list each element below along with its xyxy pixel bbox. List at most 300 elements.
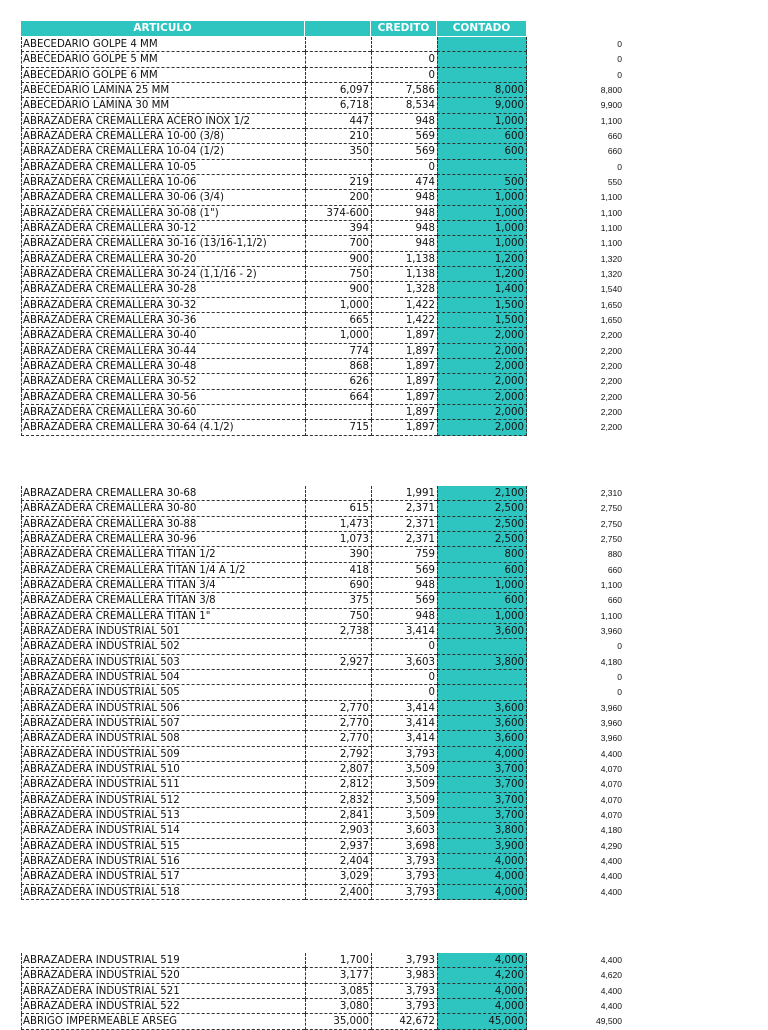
table-row	[0, 808, 768, 823]
cell-costo: 210	[305, 129, 371, 144]
cell-contado: 2,500	[437, 517, 527, 532]
cell-credito: 948	[371, 609, 437, 624]
cell-credito: 948	[371, 206, 437, 221]
cell-credito: 569	[371, 129, 437, 144]
cell-articulo: ABRAZADERA CREMALLERA TITAN 3/8	[21, 593, 305, 608]
cell-costo: 375	[305, 593, 371, 608]
table-row	[0, 390, 768, 405]
table-row	[0, 282, 768, 297]
cell-articulo: ABRAZADERA CREMALLERA 30-36	[21, 313, 305, 328]
table-row	[0, 984, 768, 999]
cell-credito: 1,897	[371, 405, 437, 420]
cell-costo	[305, 52, 371, 67]
table-row	[0, 68, 768, 83]
cell-costo: 750	[305, 609, 371, 624]
cell-costo: 350	[305, 144, 371, 159]
cell-credito: 3,414	[371, 701, 437, 716]
cell-articulo: ABRAZADERA INDUSTRIAL 522	[21, 999, 305, 1014]
cell-contado	[437, 52, 527, 67]
table-row	[0, 953, 768, 968]
cell-credito: 1,897	[371, 420, 437, 435]
cell-contado: 2,000	[437, 390, 527, 405]
cell-credito: 569	[371, 144, 437, 159]
table-row	[0, 420, 768, 435]
cell-articulo: ABRAZADERA CREMALLERA 30-08 (1")	[21, 206, 305, 221]
cell-contado: 4,000	[437, 953, 527, 968]
cell-credito: 1,897	[371, 390, 437, 405]
table-row	[0, 999, 768, 1014]
cell-precio-extra: 1,100	[600, 115, 622, 126]
cell-costo: 615	[305, 501, 371, 516]
cell-precio-extra: 1,540	[600, 284, 622, 295]
table-row	[0, 144, 768, 159]
cell-credito: 0	[371, 68, 437, 83]
cell-precio-extra: 9,900	[600, 100, 622, 111]
cell-precio-extra: 2,310	[600, 488, 622, 498]
cell-costo: 900	[305, 282, 371, 297]
cell-precio-extra: 4,070	[600, 779, 622, 790]
cell-credito: 948	[371, 221, 437, 236]
cell-credito: 1,422	[371, 313, 437, 328]
cell-contado: 3,800	[437, 655, 527, 670]
cell-contado	[437, 639, 527, 654]
cell-contado: 1,000	[437, 114, 527, 129]
cell-precio-extra: 2,200	[600, 330, 622, 341]
table-row	[0, 517, 768, 532]
cell-costo: 35,000	[305, 1014, 371, 1029]
cell-precio-extra: 4,620	[600, 970, 622, 981]
cell-costo: 700	[305, 236, 371, 251]
cell-costo: 6,097	[305, 83, 371, 98]
cell-contado: 4,000	[437, 854, 527, 869]
table-row	[0, 655, 768, 670]
cell-credito: 1,138	[371, 252, 437, 267]
cell-contado: 3,600	[437, 624, 527, 639]
cell-contado: 4,000	[437, 885, 527, 900]
cell-articulo: ABRAZADERA CREMALLERA 30-32	[21, 298, 305, 313]
header-costo	[305, 21, 371, 36]
cell-precio-extra: 880	[607, 549, 622, 560]
cell-costo: 2,812	[305, 777, 371, 792]
cell-precio-extra: 3,960	[600, 733, 622, 744]
table-row	[0, 129, 768, 144]
header-credito: CREDITO	[371, 21, 437, 36]
cell-contado: 2,000	[437, 420, 527, 435]
cell-costo: 447	[305, 114, 371, 129]
table-row	[0, 624, 768, 639]
cell-costo	[305, 160, 371, 175]
cell-credito: 3,793	[371, 747, 437, 762]
cell-contado: 3,700	[437, 762, 527, 777]
cell-costo: 3,029	[305, 869, 371, 884]
table-row	[0, 563, 768, 578]
cell-articulo: ABRAZADERA CREMALLERA 30-80	[21, 501, 305, 516]
table-row	[0, 52, 768, 67]
cell-articulo: ABRAZADERA INDUSTRIAL 505	[21, 685, 305, 700]
cell-credito: 2,371	[371, 517, 437, 532]
cell-precio-extra: 660	[607, 595, 622, 606]
cell-credito: 0	[371, 685, 437, 700]
cell-credito: 948	[371, 236, 437, 251]
cell-costo: 626	[305, 374, 371, 389]
cell-credito: 948	[371, 114, 437, 129]
cell-contado: 1,000	[437, 206, 527, 221]
table-row	[0, 344, 768, 359]
cell-credito: 2,371	[371, 532, 437, 547]
table-row	[0, 716, 768, 731]
cell-precio-extra: 660	[607, 146, 622, 157]
cell-credito: 3,414	[371, 624, 437, 639]
cell-contado	[437, 37, 527, 52]
cell-costo: 3,177	[305, 968, 371, 983]
cell-precio-extra: 1,320	[600, 268, 622, 279]
cell-articulo: ABRAZADERA CREMALLERA 10-04 (1/2)	[21, 144, 305, 159]
cell-contado: 1,500	[437, 313, 527, 328]
cell-precio-extra: 3,960	[600, 625, 622, 636]
table-row	[0, 968, 768, 983]
cell-costo	[305, 639, 371, 654]
cell-contado: 4,000	[437, 984, 527, 999]
table-row	[0, 593, 768, 608]
cell-articulo: ABRAZADERA CREMALLERA 30-56	[21, 390, 305, 405]
cell-articulo: ABRAZADERA INDUSTRIAL 507	[21, 716, 305, 731]
cell-articulo: ABRAZADERA CREMALLERA 10-06	[21, 175, 305, 190]
cell-credito: 3,793	[371, 885, 437, 900]
cell-precio-extra: 1,650	[600, 314, 622, 325]
cell-precio-extra: 1,100	[600, 238, 622, 249]
cell-precio-extra: 0	[617, 161, 622, 172]
cell-credito: 8,534	[371, 98, 437, 113]
cell-articulo: ABRAZADERA INDUSTRIAL 512	[21, 793, 305, 808]
cell-contado: 600	[437, 144, 527, 159]
cell-articulo: ABECEDARIO GOLPE 4 MM	[21, 37, 305, 52]
cell-precio-extra: 4,400	[600, 871, 622, 882]
cell-credito: 948	[371, 578, 437, 593]
cell-costo: 750	[305, 267, 371, 282]
cell-precio-extra: 2,750	[600, 533, 622, 544]
cell-credito: 3,603	[371, 823, 437, 838]
cell-contado: 3,700	[437, 808, 527, 823]
cell-costo: 3,085	[305, 984, 371, 999]
cell-contado: 3,900	[437, 839, 527, 854]
cell-costo: 2,792	[305, 747, 371, 762]
table-row	[0, 160, 768, 175]
cell-costo: 394	[305, 221, 371, 236]
table-row	[0, 221, 768, 236]
cell-articulo: ABRAZADERA INDUSTRIAL 516	[21, 854, 305, 869]
cell-costo	[305, 37, 371, 52]
table-row	[0, 731, 768, 746]
cell-contado: 1,000	[437, 578, 527, 593]
cell-articulo: ABECEDARIO GOLPE 6 MM	[21, 68, 305, 83]
table-row	[0, 114, 768, 129]
cell-articulo: ABRAZADERA CREMALLERA TITAN 1"	[21, 609, 305, 624]
table-row	[0, 839, 768, 854]
cell-precio-extra: 2,200	[600, 422, 622, 433]
cell-precio-extra: 2,750	[600, 503, 622, 514]
cell-credito: 3,603	[371, 655, 437, 670]
cell-articulo: ABRAZADERA CREMALLERA 30-88	[21, 517, 305, 532]
cell-precio-extra: 1,650	[600, 299, 622, 310]
cell-precio-extra: 2,200	[600, 345, 622, 356]
cell-articulo: ABRAZADERA CREMALLERA TITAN 1/4 A 1/2	[21, 563, 305, 578]
table-row	[0, 639, 768, 654]
cell-credito: 1,897	[371, 344, 437, 359]
cell-articulo: ABRAZADERA INDUSTRIAL 501	[21, 624, 305, 639]
cell-costo: 200	[305, 190, 371, 205]
cell-costo	[305, 486, 371, 501]
cell-precio-extra: 4,070	[600, 763, 622, 774]
cell-costo: 1,000	[305, 298, 371, 313]
cell-contado: 2,500	[437, 532, 527, 547]
cell-precio-extra: 1,100	[600, 207, 622, 218]
cell-precio-extra: 2,750	[600, 518, 622, 529]
cell-precio-extra: 1,100	[600, 610, 622, 621]
cell-costo: 2,832	[305, 793, 371, 808]
cell-precio-extra: 0	[617, 39, 622, 49]
cell-articulo: ABRAZADERA CREMALLERA 30-16 (13/16-1,1/2)	[21, 236, 305, 251]
cell-articulo: ABRAZADERA INDUSTRIAL 506	[21, 701, 305, 716]
table-row	[0, 885, 768, 900]
cell-contado: 45,000	[437, 1014, 527, 1029]
cell-credito: 1,897	[371, 328, 437, 343]
cell-contado: 2,000	[437, 328, 527, 343]
cell-contado: 3,800	[437, 823, 527, 838]
cell-precio-extra: 0	[617, 687, 622, 698]
cell-precio-extra: 660	[607, 564, 622, 575]
table-row	[0, 854, 768, 869]
cell-precio-extra: 4,400	[600, 855, 622, 866]
cell-contado: 3,700	[437, 777, 527, 792]
cell-precio-extra: 4,180	[600, 656, 622, 667]
cell-costo: 1,073	[305, 532, 371, 547]
cell-costo: 2,770	[305, 716, 371, 731]
cell-costo	[305, 405, 371, 420]
cell-costo: 219	[305, 175, 371, 190]
cell-precio-extra: 2,200	[600, 406, 622, 417]
cell-articulo: ABECEDARIO LAMINA 30 MM	[21, 98, 305, 113]
cell-precio-extra: 0	[617, 671, 622, 682]
cell-precio-extra: 550	[607, 176, 622, 187]
cell-articulo: ABRAZADERA INDUSTRIAL 510	[21, 762, 305, 777]
cell-articulo: ABECEDARIO GOLPE 5 MM	[21, 52, 305, 67]
cell-contado	[437, 160, 527, 175]
cell-contado: 4,200	[437, 968, 527, 983]
cell-credito: 3,983	[371, 968, 437, 983]
cell-precio-extra: 660	[607, 130, 622, 141]
cell-precio-extra: 3,960	[600, 717, 622, 728]
table-row	[0, 762, 768, 777]
cell-costo	[305, 670, 371, 685]
cell-credito: 474	[371, 175, 437, 190]
cell-articulo: ABRAZADERA CREMALLERA 30-12	[21, 221, 305, 236]
cell-contado: 8,000	[437, 83, 527, 98]
table-row	[0, 501, 768, 516]
cell-articulo: ABRAZADERA INDUSTRIAL 520	[21, 968, 305, 983]
cell-contado	[437, 670, 527, 685]
table-row	[0, 609, 768, 624]
cell-precio-extra: 4,070	[600, 794, 622, 805]
cell-contado: 4,000	[437, 747, 527, 762]
cell-articulo: ABRAZADERA CREMALLERA 10-05	[21, 160, 305, 175]
cell-precio-extra: 1,320	[600, 253, 622, 264]
cell-articulo: ABRAZADERA CREMALLERA 30-06 (3/4)	[21, 190, 305, 205]
cell-articulo: ABECEDARIO LAMINA 25 MM	[21, 83, 305, 98]
table-row	[0, 190, 768, 205]
cell-costo	[305, 685, 371, 700]
cell-costo: 390	[305, 547, 371, 562]
table-row	[0, 374, 768, 389]
cell-contado: 600	[437, 563, 527, 578]
cell-costo: 715	[305, 420, 371, 435]
cell-contado: 2,000	[437, 405, 527, 420]
cell-articulo: ABRAZADERA CREMALLERA 30-24 (1,1/16 - 2)	[21, 267, 305, 282]
cell-credito: 0	[371, 52, 437, 67]
cell-credito: 1,897	[371, 359, 437, 374]
cell-contado: 1,500	[437, 298, 527, 313]
cell-costo: 2,404	[305, 854, 371, 869]
cell-credito: 0	[371, 160, 437, 175]
cell-credito: 569	[371, 563, 437, 578]
cell-credito: 3,414	[371, 716, 437, 731]
cell-precio-extra: 1,100	[600, 579, 622, 590]
table-row	[0, 793, 768, 808]
cell-precio-extra: 2,200	[600, 391, 622, 402]
table-row	[0, 359, 768, 374]
cell-costo: 6,718	[305, 98, 371, 113]
cell-costo: 664	[305, 390, 371, 405]
cell-contado: 500	[437, 175, 527, 190]
cell-contado: 3,600	[437, 701, 527, 716]
table-row	[0, 98, 768, 113]
cell-articulo: ABRAZADERA INDUSTRIAL 517	[21, 869, 305, 884]
table-row	[0, 823, 768, 838]
cell-contado: 1,200	[437, 252, 527, 267]
cell-articulo: ABRAZADERA CREMALLERA 30-52	[21, 374, 305, 389]
table-row	[0, 685, 768, 700]
cell-credito: 2,371	[371, 501, 437, 516]
table-row	[0, 236, 768, 251]
table-row	[0, 578, 768, 593]
cell-credito	[371, 37, 437, 52]
cell-precio-extra: 4,180	[600, 825, 622, 836]
cell-articulo: ABRAZADERA CREMALLERA 10-00 (3/8)	[21, 129, 305, 144]
table-row	[0, 486, 768, 501]
cell-contado: 1,200	[437, 267, 527, 282]
cell-contado: 3,600	[437, 731, 527, 746]
cell-precio-extra: 1,100	[600, 192, 622, 203]
cell-credito: 3,414	[371, 731, 437, 746]
cell-credito: 1,897	[371, 374, 437, 389]
cell-contado: 600	[437, 593, 527, 608]
cell-credito: 3,793	[371, 999, 437, 1014]
cell-articulo: ABRAZADERA INDUSTRIAL 515	[21, 839, 305, 854]
cell-contado: 800	[437, 547, 527, 562]
cell-costo: 2,807	[305, 762, 371, 777]
cell-precio-extra: 4,400	[600, 955, 622, 965]
cell-credito: 3,793	[371, 953, 437, 968]
cell-costo: 2,937	[305, 839, 371, 854]
cell-costo: 1,473	[305, 517, 371, 532]
cell-contado: 4,000	[437, 869, 527, 884]
table-row	[0, 252, 768, 267]
cell-articulo: ABRAZADERA INDUSTRIAL 508	[21, 731, 305, 746]
cell-contado	[437, 685, 527, 700]
table-row	[0, 313, 768, 328]
table-row	[0, 328, 768, 343]
cell-costo: 2,738	[305, 624, 371, 639]
table-row	[0, 869, 768, 884]
table-row	[0, 747, 768, 762]
cell-articulo: ABRAZADERA CREMALLERA TITAN 1/2	[21, 547, 305, 562]
cell-costo	[305, 68, 371, 83]
cell-costo: 2,770	[305, 731, 371, 746]
cell-contado: 1,000	[437, 609, 527, 624]
cell-credito: 1,991	[371, 486, 437, 501]
cell-precio-extra: 2,200	[600, 376, 622, 387]
cell-contado: 4,000	[437, 999, 527, 1014]
cell-articulo: ABRAZADERA CREMALLERA 30-60	[21, 405, 305, 420]
cell-precio-extra: 4,290	[600, 840, 622, 851]
cell-precio-extra: 4,400	[600, 1000, 622, 1011]
cell-contado: 3,600	[437, 716, 527, 731]
cell-precio-extra: 0	[617, 69, 622, 80]
table-row	[0, 267, 768, 282]
table-row	[0, 206, 768, 221]
cell-contado: 1,000	[437, 190, 527, 205]
cell-precio-extra: 49,500	[596, 1016, 622, 1027]
cell-costo: 2,841	[305, 808, 371, 823]
cell-costo: 2,903	[305, 823, 371, 838]
cell-articulo: ABRAZADERA CREMALLERA 30-28	[21, 282, 305, 297]
cell-credito: 3,509	[371, 793, 437, 808]
cell-credito: 948	[371, 190, 437, 205]
cell-credito: 7,586	[371, 83, 437, 98]
cell-articulo: ABRAZADERA INDUSTRIAL 509	[21, 747, 305, 762]
cell-articulo: ABRAZADERA CREMALLERA 30-44	[21, 344, 305, 359]
cell-contado: 1,400	[437, 282, 527, 297]
cell-credito: 3,509	[371, 808, 437, 823]
cell-articulo: ABRAZADERA INDUSTRIAL 502	[21, 639, 305, 654]
cell-credito: 569	[371, 593, 437, 608]
cell-articulo: ABRAZADERA CREMALLERA 30-20	[21, 252, 305, 267]
cell-articulo: ABRAZADERA INDUSTRIAL 514	[21, 823, 305, 838]
cell-costo: 774	[305, 344, 371, 359]
cell-costo: 690	[305, 578, 371, 593]
cell-credito: 1,422	[371, 298, 437, 313]
cell-precio-extra: 2,200	[600, 360, 622, 371]
table-row	[0, 37, 768, 52]
cell-precio-extra: 0	[617, 54, 622, 65]
cell-precio-extra: 4,400	[600, 748, 622, 759]
table-row	[0, 701, 768, 716]
cell-articulo: ABRAZADERA INDUSTRIAL 513	[21, 808, 305, 823]
cell-precio-extra: 3,960	[600, 702, 622, 713]
cell-contado: 1,000	[437, 221, 527, 236]
cell-precio-extra: 8,800	[600, 84, 622, 95]
cell-articulo: ABRAZADERA CREMALLERA 30-40	[21, 328, 305, 343]
table-row	[0, 298, 768, 313]
table-row	[0, 670, 768, 685]
cell-contado: 2,500	[437, 501, 527, 516]
cell-contado: 600	[437, 129, 527, 144]
cell-costo: 418	[305, 563, 371, 578]
table-row	[0, 532, 768, 547]
cell-precio-extra: 4,070	[600, 809, 622, 820]
cell-articulo: ABRAZADERA INDUSTRIAL 511	[21, 777, 305, 792]
cell-costo: 1,700	[305, 953, 371, 968]
cell-costo: 2,927	[305, 655, 371, 670]
